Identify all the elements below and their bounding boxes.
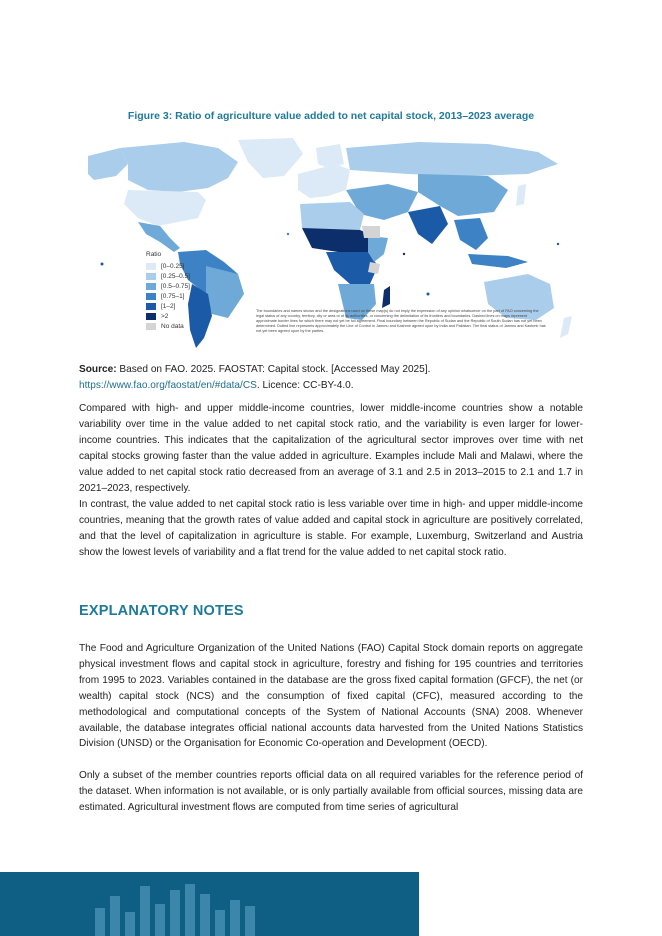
- legend-item: [146, 271, 190, 281]
- legend-item: [146, 291, 190, 301]
- legend-label: >2: [161, 312, 169, 320]
- footer-banner: [0, 872, 419, 936]
- map-region: [408, 206, 448, 244]
- map-island: [427, 293, 430, 296]
- map-region: [560, 316, 572, 338]
- legend-item: [146, 321, 190, 331]
- legend-item: [146, 261, 190, 271]
- paragraph: Compared with high- and upper middle-income countries, lower middle-income countries show a notable variability over time in the value added to net capital stock ratio, and the variability is even larger for lower-income countries. This indicates that the capitalization of the agricultural sector improves over time with net capital stocks growing faster than the value added in agriculture. Examples include Mali and Malawi, where the value added to net capital stock ratio decreased from an average of 3.1 and 2.5 in 2013–2015 to 2.1 and 1.7 in 2021–2023, respectively.: [79, 403, 583, 494]
- map-region: [120, 142, 238, 192]
- paragraph: The Food and Agriculture Organization of the United Nations (FAO) Capital Stock domain reports on aggregate physical investment flows and capital stock in agriculture, forestry and fishing for 195 countries and territories from 1995 to 2023. Variables contained in the database are the gross fixed capital formation (GFCF), the net (or wealth) capital stock (NCS) and the consumption of fixed capital (CFC), measured according to the methodological and computational concepts of the System of National Accounts (SNA) 2008. Whenever available, the database integrates official national accounts data harvested from the United Nations Statistics Division (UNSD) or the Organisation for Economic Co-operation and Development (OECD).: [79, 643, 583, 750]
- source-link[interactable]: https://www.fao.org/faostat/en/#data/CS: [79, 379, 257, 391]
- legend-label: [0.75–1]: [161, 292, 185, 300]
- footer-bar-graphic: [185, 884, 195, 936]
- figure-title: Figure 3: Ratio of agriculture value added to net capital stock, 2013–2023 average: [127, 110, 535, 122]
- paragraph: In contrast, the value added to net capital stock ratio is less variable over time in high- and upper middle-income countries, meaning that the growth rates of value added and capital stock in agriculture are positively correlated, and that the level of capitalization in agriculture is stable. For example, Luxemburg, Switzerland and Austria show the lowest levels of variability and a flat trend for the value added to net capital stock ratio.: [79, 499, 583, 558]
- legend-label: [1–2]: [161, 302, 176, 310]
- map-region-no-data: [368, 262, 380, 274]
- legend-item: [146, 281, 190, 291]
- legend-swatch: [146, 273, 156, 280]
- map-region: [206, 266, 244, 318]
- footer-bar-graphic: [245, 906, 255, 936]
- paragraph: Only a subset of the member countries reports official data on all required variables for the reference period of the dataset. When information is not available, or is only partially available from official sources, missing data are estimated. Agricultural investment flows are computed from time series of agricultural: [79, 770, 583, 813]
- footer-bar-graphic: [170, 890, 180, 936]
- footer-bar-graphic: [155, 904, 165, 936]
- footer-bar-graphic: [200, 894, 210, 936]
- map-legend: [146, 251, 190, 331]
- footer-bar-graphic: [140, 886, 150, 936]
- map-region: [238, 138, 303, 178]
- legend-title: Ratio: [146, 251, 162, 258]
- footer-bar-graphic: [95, 908, 105, 936]
- map-region: [468, 254, 528, 268]
- map-region: [346, 142, 558, 176]
- legend-label: [0.5–0.75]: [161, 282, 190, 290]
- map-region-no-data: [362, 226, 380, 238]
- legend-label: No data: [161, 322, 184, 330]
- map-island: [403, 253, 405, 255]
- section-heading: EXPLANATORY NOTES: [79, 603, 244, 619]
- legend-swatch: [146, 313, 156, 320]
- footer-bar-graphic: [215, 910, 225, 936]
- legend-item: [146, 301, 190, 311]
- legend-swatch: [146, 303, 156, 310]
- legend-swatch: [146, 293, 156, 300]
- map-region: [316, 144, 344, 168]
- map-region: [124, 190, 206, 226]
- source-licence: . Licence: CC-BY-4.0.: [256, 379, 354, 391]
- map-region: [454, 218, 488, 250]
- map-region: [382, 286, 390, 308]
- map-region: [88, 148, 128, 180]
- legend-item: [146, 311, 190, 321]
- map-region: [516, 184, 526, 206]
- legend-label: [0–0.25]: [161, 262, 185, 270]
- legend-swatch: [146, 283, 156, 290]
- legend-swatch: [146, 323, 156, 330]
- source-label: Source:: [79, 364, 117, 375]
- source-note: [79, 362, 583, 394]
- footer-bar-graphic: [125, 912, 135, 936]
- source-text: Based on FAO. 2025. FAOSTAT: Capital stock. [Accessed May 2025].: [116, 364, 431, 375]
- map-island: [557, 243, 559, 245]
- map-island: [101, 263, 104, 266]
- map-region: [298, 164, 350, 198]
- footer-bar-graphic: [230, 900, 240, 936]
- map-disclaimer: The boundaries and names shown and the designations used on these map(s) do not imply the expression of any opinion whatsoever on the part of FAO concerning the legal status of any country, territory, city or area or of its authorities, or concerning the delimitation of its frontiers and boundaries. Dashed lines on maps represent approximate border lines for which there may not yet be full agreement. Final boundary between the Republic of Sudan and the Republic of South Sudan has not yet been determined. Dotted line represents approximately the Line of Control in Jammu and Kashmir agreed upon by India and Pakistan. The final status of Jammu and Kashmir has not yet been agreed upon by the parties.: [256, 309, 546, 333]
- legend-swatch: [146, 263, 156, 270]
- map-island: [287, 233, 289, 235]
- footer-bar-graphic: [110, 896, 120, 936]
- legend-label: [0.25–0.5]: [161, 272, 190, 280]
- map-region: [138, 222, 180, 252]
